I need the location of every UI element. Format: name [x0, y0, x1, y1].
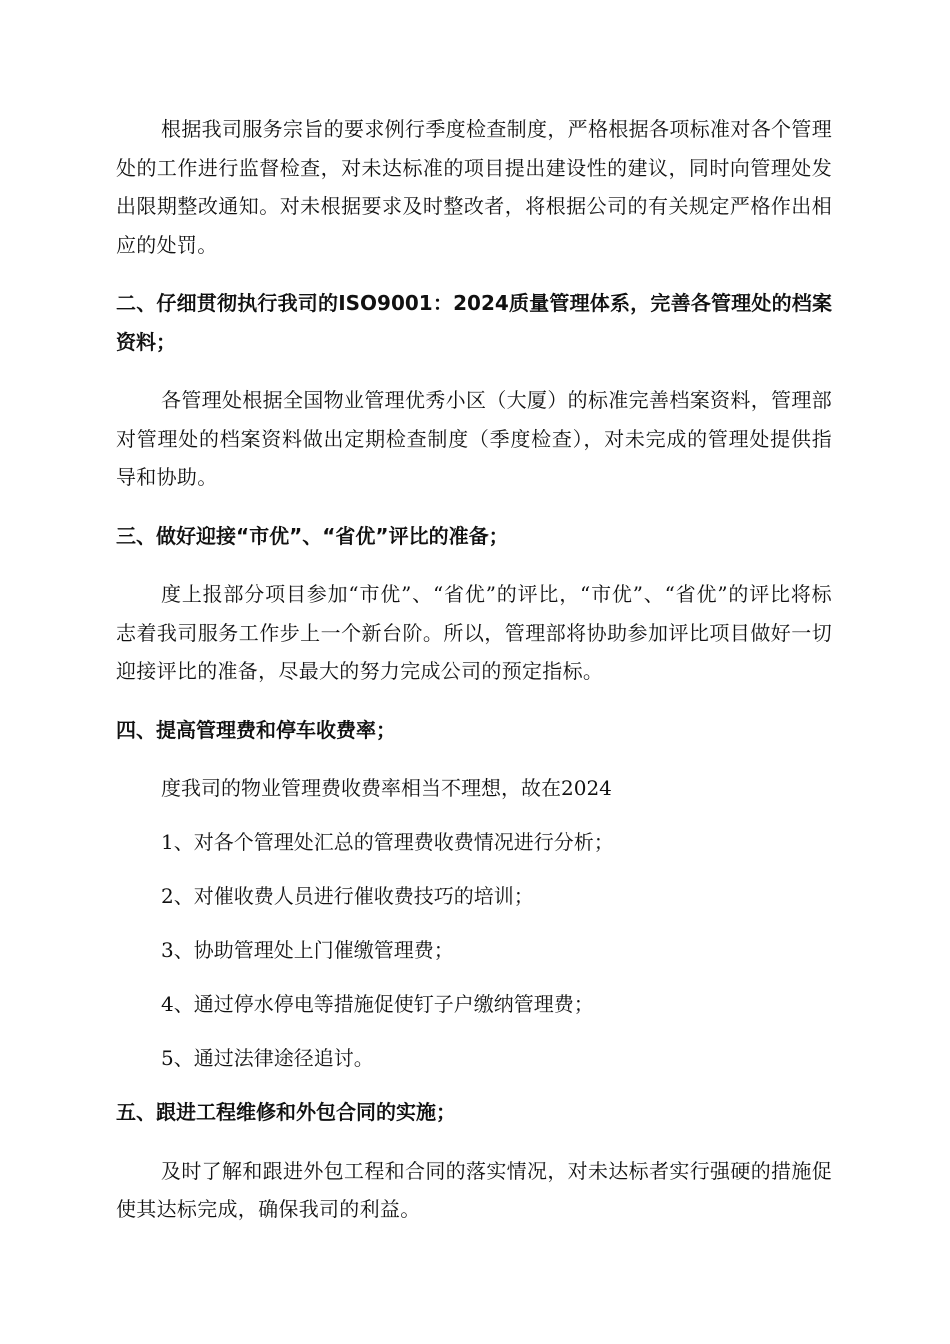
list-item-4: 4、通过停水停电等措施促使钉子户缴纳管理费； — [161, 992, 594, 1016]
section-paragraph-5: 及时了解和跟进外包工程和合同的落实情况，对未达标者实行强硬的措施促使其达标完成，确保我司的利益。 — [116, 1158, 832, 1221]
section-heading-5: 五、跟进工程维修和外包合同的实施； — [116, 1100, 456, 1124]
section-heading-3: 三、做好迎接“市优”、“省优”评比的准备； — [116, 523, 509, 548]
list-item-5: 5、通过法律途径追讨。 — [161, 1046, 374, 1070]
section-heading-2: 二、仔细贯彻执行我司的ISO9001：2024质量管理体系，完善各管理处的档案资料； — [116, 291, 832, 354]
list-item-2: 2、对催收费人员进行催收费技巧的培训； — [161, 884, 534, 908]
intro-paragraph: 根据我司服务宗旨的要求例行季度检查制度，严格根据各项标准对各个管理处的工作进行监督检查，对未达标准的项目提出建设性的建议，同时向管理处发出限期整改通知。对未根据要求及时整改者，将根据公司的有关规定严格作出相应的处罚。 — [116, 117, 832, 257]
list-item-1: 1、对各个管理处汇总的管理费收费情况进行分析； — [161, 830, 614, 854]
list-item-3: 3、协助管理处上门催缴管理费； — [161, 938, 454, 962]
section-paragraph-3: 度上报部分项目参加“市优”、“省优”的评比，“市优”、“省优”的评比将标志着我司服务工作步上一个新台阶。所以，管理部将协助参加评比项目做好一切迎接评比的准备，尽最大的努力完成公司的预定指标。 — [116, 582, 832, 683]
document-body — [116, 110, 832, 1249]
section-intro-4: 度我司的物业管理费收费率相当不理想，故在2024 — [161, 776, 612, 800]
section-heading-4: 四、提高管理费和停车收费率； — [116, 717, 396, 742]
section-paragraph-2: 各管理处根据全国物业管理优秀小区（大厦）的标准完善档案资料，管理部对管理处的档案资料做出定期检查制度（季度检查），对未完成的管理处提供指导和协助。 — [116, 388, 832, 489]
